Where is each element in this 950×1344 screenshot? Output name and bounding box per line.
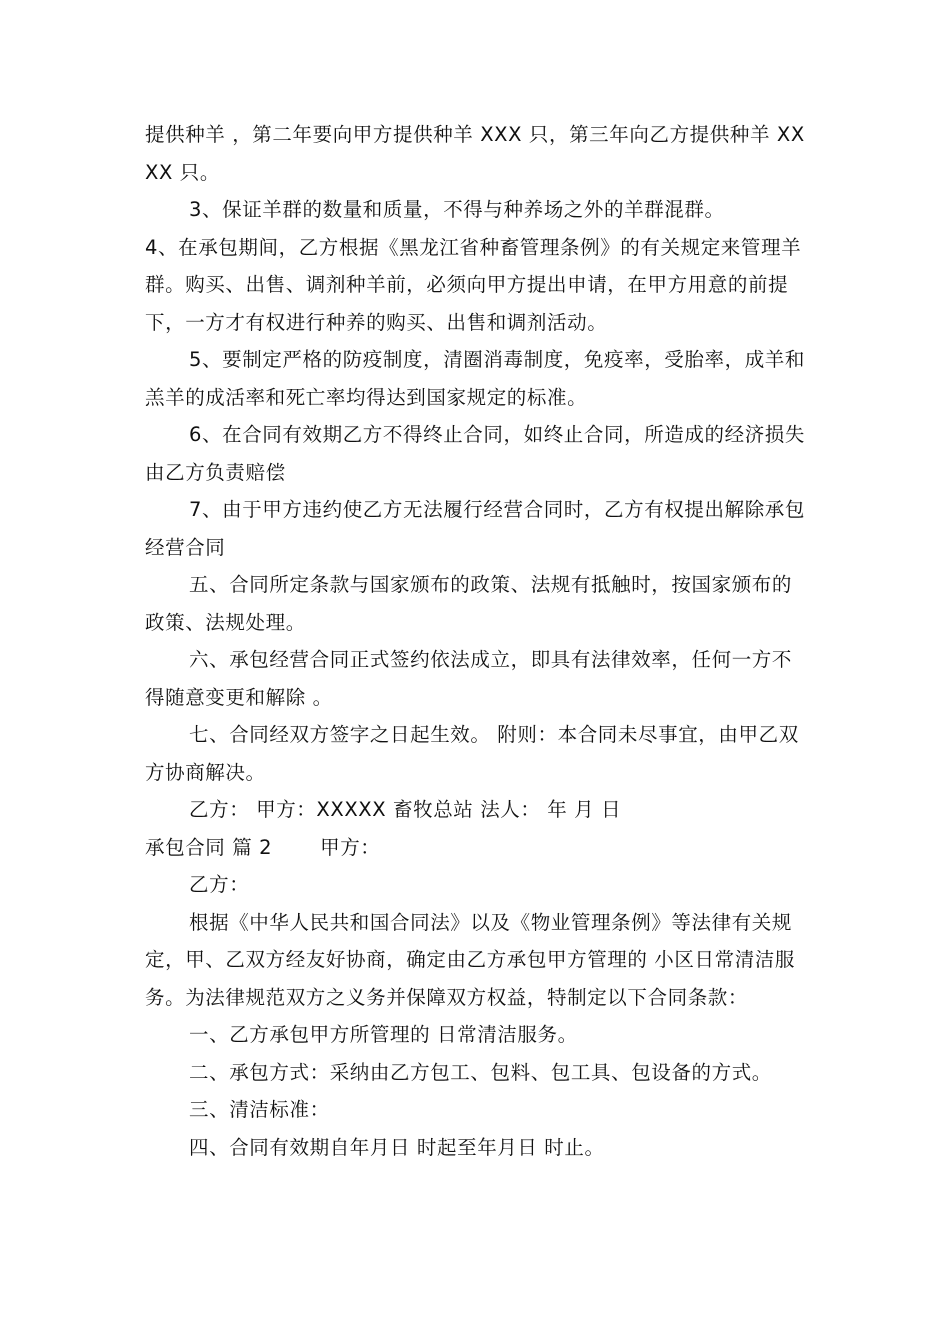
paragraph-12: 根据《中华人民共和国合同法》以及《物业管理条例》等法律有关规定，甲、乙双方经友好协商，确定由乙方承包甲方管理的 小区日常清洁服务。为法律规范双方之义务并保障双方权益，特制定以下合同条款：: [145, 910, 795, 1009]
paragraph-3: 4、在承包期间，乙方根据《黑龙江省种畜管理条例》的有关规定来管理羊群。购买、出售、调剂种羊前，必须向甲方提出申请，在甲方用意的前提下，一方才有权进行种养的购买、出售和调剂活动。: [145, 235, 802, 334]
signature-line: 乙方： 甲方：XXXXX 畜牧总站 法人： 年 月 日: [189, 798, 622, 821]
paragraph-8: 六、承包经营合同正式签约依法成立，即具有法律效率，任何一方不得随意变更和解除 。: [145, 648, 793, 709]
document-body: [145, 116, 810, 1166]
paragraph-9: 七、合同经双方签字之日起生效。 附则：本合同未尽事宜，由甲乙双方协商解决。: [145, 723, 799, 784]
paragraph-6: 7、由于甲方违约使乙方无法履行经营合同时，乙方有权提出解除承包经营合同: [145, 498, 806, 559]
section-heading-line: [145, 829, 810, 867]
section-heading-party-a: 甲方：: [320, 835, 381, 859]
paragraph-11: 乙方：: [189, 873, 250, 896]
paragraph-5: 6、在合同有效期乙方不得终止合同，如终止合同，所造成的经济损失由乙方负责赔偿: [145, 423, 806, 484]
paragraph-13: 一、乙方承包甲方所管理的 日常清洁服务。: [189, 1023, 578, 1046]
paragraph-16: 四、合同有效期自年月日 时起至年月日 时止。: [189, 1135, 605, 1159]
paragraph-1: 提供种羊 ，第二年要向甲方提供种羊 XXX 只，第三年向乙方提供种羊 XXXX 只。: [145, 123, 805, 184]
paragraph-7: 五、合同所定条款与国家颁布的政策、法规有抵触时，按国家颁布的政策、法规处理。: [145, 573, 793, 634]
paragraph-15: 三、清洁标准：: [189, 1098, 330, 1121]
paragraph-2: 3、保证羊群的数量和质量，不得与种养场之外的羊群混群。: [189, 198, 725, 221]
paragraph-14: 二、承包方式：采纳由乙方包工、包料、包工具、包设备的方式。: [189, 1060, 772, 1084]
section-heading-title: 承包合同 篇 2: [145, 835, 273, 859]
paragraph-4: 5、要制定严格的防疫制度，清圈消毒制度，免疫率，受胎率，成羊和羔羊的成活率和死亡率均得达到国家规定的标准。: [145, 348, 806, 409]
